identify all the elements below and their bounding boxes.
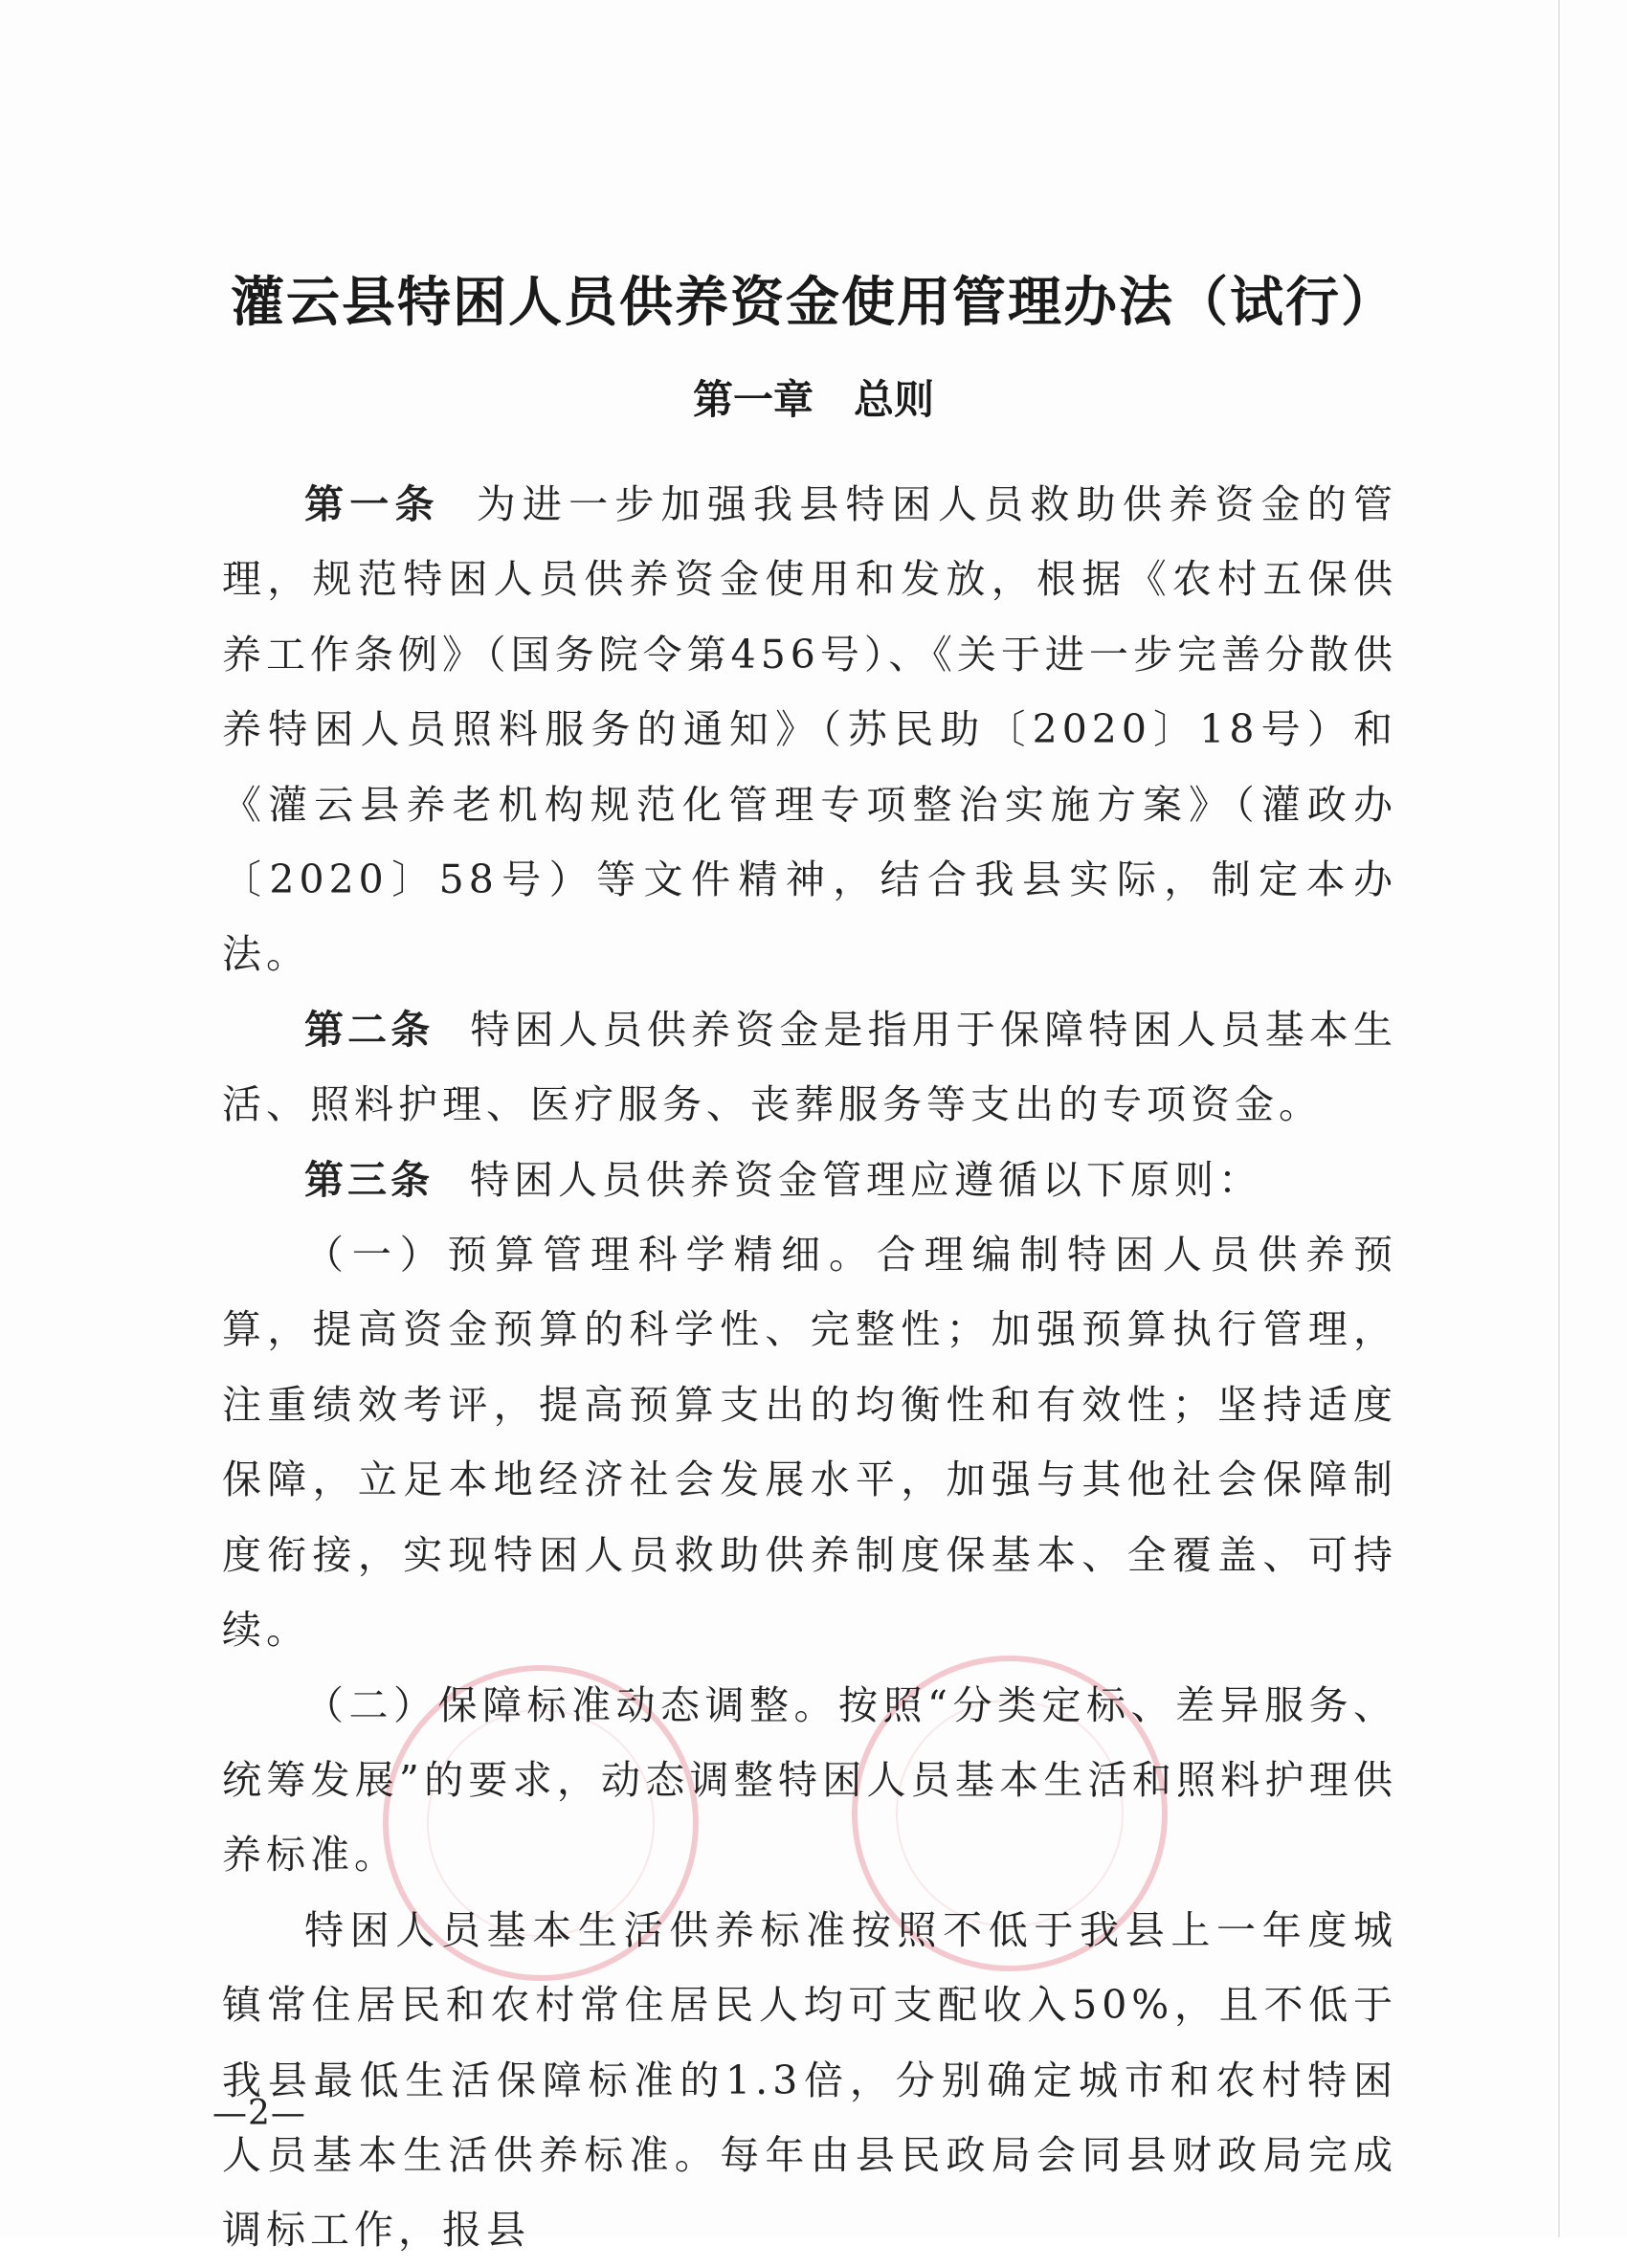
article-1-paragraph (222, 467, 1397, 992)
article-2-paragraph (222, 992, 1397, 1143)
article-label: 第二条 (304, 1006, 435, 1053)
chapter-heading: 第一章 总则 (692, 376, 934, 423)
page-number: —2— (212, 2094, 306, 2133)
article-3-paragraph (222, 1143, 1397, 1217)
article-text: 特困人员供养资金是指用于保障特困人员基本生活、照料护理、医疗服务、丧葬服务等支出的专项资金。 (222, 1006, 1398, 1128)
article-text: 为进一步加强我县特困人员救助供养资金的管理，规范特困人员供养资金使用和发放，根据《农村五保供养工作条例》（国务院令第456号）、《关于进一步完善分散供养特困人员照料服务的通知》（苏民助〔2020〕18号）和《灌云县养老机构规范化管理专项整治实施方案》（灌政办〔2020〕58号）等文件精神，结合我县实际，制定本办法。 (222, 481, 1398, 978)
article-text: 特困人员供养资金管理应遵循以下原则： (470, 1156, 1262, 1203)
living-standard-paragraph: 特困人员基本生活供养标准按照不低于我县上一年度城镇常住居民和农村常住居民人均可支配收入50%，且不低于我县最低生活保障标准的1.3倍，分别确定城市和农村特困人员基本生活供养标准。每年由县民政局会同县财政局完成调标工作，报县 (222, 1906, 1397, 2254)
article-label: 第一条 (304, 481, 440, 527)
principle-2-paragraph: （二）保障标准动态调整。按照“分类定标、差异服务、统筹发展”的要求，动态调整特困人员基本生活和照料护理供养标准。 (222, 1681, 1397, 1879)
principle-1-paragraph: （一）预算管理科学精细。合理编制特困人员供养预算，提高资金预算的科学性、完整性；加强预算执行管理，注重绩效考评，提高预算支出的均衡性和有效性；坚持适度保障，立足本地经济社会发展水平，加强与其他社会保障制度衔接，实现特困人员救助供养制度保基本、全覆盖、可持续。 (222, 1232, 1397, 1654)
document-title: 灌云县特困人员供养资金使用管理办法（试行） (231, 272, 1396, 334)
article-label: 第三条 (304, 1156, 434, 1203)
document-body (222, 467, 1397, 2268)
